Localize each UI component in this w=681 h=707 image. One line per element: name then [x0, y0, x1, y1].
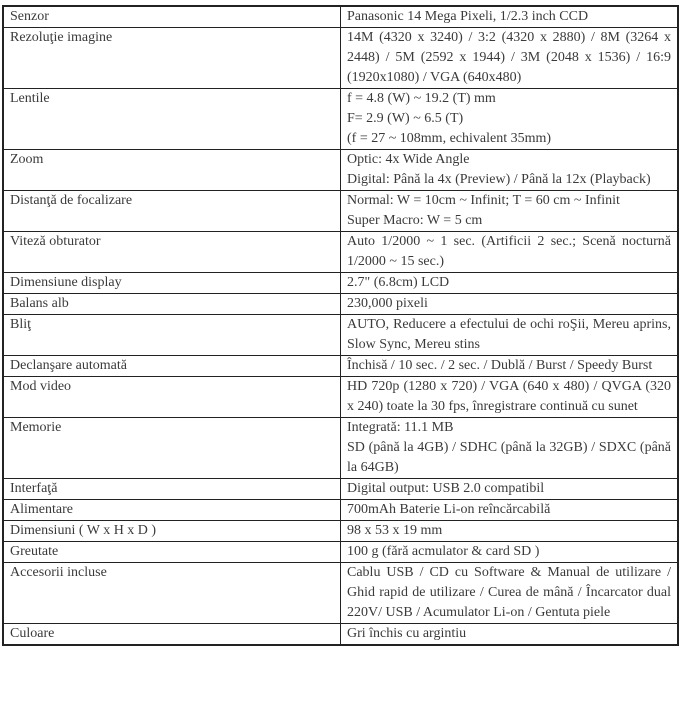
- table-row: [3, 28, 678, 89]
- spec-label: Rezoluţie imagine: [3, 28, 341, 89]
- table-row: [3, 89, 678, 150]
- table-row: [3, 521, 678, 542]
- spec-value: [341, 28, 679, 89]
- spec-value: [341, 6, 679, 28]
- spec-label: Bliţ: [3, 315, 341, 356]
- spec-value: [341, 563, 679, 624]
- spec-table-body: [3, 6, 678, 645]
- spec-value-line: (f = 27 ~ 108mm, echivalent 35mm): [347, 131, 552, 146]
- spec-label: Memorie: [3, 418, 341, 479]
- spec-value: [341, 294, 679, 315]
- table-row: [3, 479, 678, 500]
- table-row: [3, 150, 678, 191]
- spec-label: Distanţă de focalizare: [3, 191, 341, 232]
- spec-value: [341, 232, 679, 273]
- table-row: [3, 563, 678, 624]
- spec-value: [341, 273, 679, 294]
- spec-value-line: 2.7" (6.8cm) LCD: [347, 275, 450, 290]
- spec-value: [341, 624, 679, 646]
- spec-value-line: 98 x 53 x 19 mm: [347, 523, 443, 538]
- spec-label: Declanşare automată: [3, 356, 341, 377]
- table-row: [3, 542, 678, 563]
- spec-value-line: F= 2.9 (W) ~ 6.5 (T): [347, 111, 464, 126]
- spec-value: [341, 150, 679, 191]
- table-row: [3, 294, 678, 315]
- spec-label: Mod video: [3, 377, 341, 418]
- spec-value-line: Închisă / 10 sec. / 2 sec. / Dublă / Burst / Speedy Burst: [347, 358, 653, 373]
- spec-value-line: Super Macro: W = 5 cm: [347, 213, 483, 228]
- table-row: [3, 377, 678, 418]
- spec-value-line: HD 720p (1280 x 720) / VGA (640 x 480) / QVGA (320 x 240) toate la 30 fps, înregistrare continuă cu sunet: [347, 379, 671, 414]
- spec-value-line: Integrată: 11.1 MB: [347, 420, 454, 435]
- spec-value-line: 100 g (fără acmulator & card SD ): [347, 544, 540, 559]
- spec-label: Dimensiune display: [3, 273, 341, 294]
- spec-value-line: Panasonic 14 Mega Pixeli, 1/2.3 inch CCD: [347, 9, 589, 24]
- spec-label: Senzor: [3, 6, 341, 28]
- spec-label: Culoare: [3, 624, 341, 646]
- spec-value-line: Normal: W = 10cm ~ Infinit; T = 60 cm ~ Infinit: [347, 193, 620, 208]
- spec-label: Interfaţă: [3, 479, 341, 500]
- spec-value-line: SD (până la 4GB) / SDHC (până la 32GB) / SDXC (până la 64GB): [347, 440, 671, 475]
- spec-value: [341, 356, 679, 377]
- table-row: [3, 356, 678, 377]
- spec-value: [341, 315, 679, 356]
- table-row: [3, 232, 678, 273]
- spec-value: [341, 89, 679, 150]
- spec-value-line: Optic: 4x Wide Angle: [347, 152, 470, 167]
- spec-value-line: Digital: Până la 4x (Preview) / Până la 12x (Playback): [347, 172, 651, 187]
- spec-value-line: Cablu USB / CD cu Software & Manual de utilizare / Ghid rapid de utilizare / Curea de mână / Încarcator dual 220V/ USB / Acumulator Li-on / Gentuta piele: [347, 565, 671, 620]
- spec-value: [341, 191, 679, 232]
- spec-label: Viteză obturator: [3, 232, 341, 273]
- spec-table: [2, 5, 679, 646]
- spec-label: Dimensiuni ( W x H x D ): [3, 521, 341, 542]
- spec-label: Zoom: [3, 150, 341, 191]
- table-row: [3, 273, 678, 294]
- spec-value-line: 230,000 pixeli: [347, 296, 428, 311]
- spec-value: [341, 500, 679, 521]
- spec-value-line: 700mAh Baterie Li-on reîncărcabilă: [347, 502, 551, 517]
- table-row: [3, 418, 678, 479]
- spec-label: Lentile: [3, 89, 341, 150]
- table-row: [3, 624, 678, 646]
- spec-value-line: 14M (4320 x 3240) / 3:2 (4320 x 2880) / 8M (3264 x 2448) / 5M (2592 x 1944) / 3M (2048 x 1536) / 16:9 (1920x1080) / VGA (640x480): [347, 30, 671, 85]
- spec-value-line: AUTO, Reducere a efectului de ochi roŞii, Mereu aprins, Slow Sync, Mereu stins: [347, 317, 671, 352]
- spec-value: [341, 521, 679, 542]
- spec-value-line: Digital output: USB 2.0 compatibil: [347, 481, 545, 496]
- spec-value: [341, 418, 679, 479]
- spec-value-line: Gri închis cu argintiu: [347, 626, 467, 641]
- spec-value: [341, 479, 679, 500]
- spec-value-line: Auto 1/2000 ~ 1 sec. (Artificii 2 sec.; Scenă nocturnă 1/2000 ~ 15 sec.): [347, 234, 671, 269]
- spec-label: Accesorii incluse: [3, 563, 341, 624]
- table-row: [3, 6, 678, 28]
- spec-value: [341, 542, 679, 563]
- table-row: [3, 500, 678, 521]
- spec-label: Balans alb: [3, 294, 341, 315]
- spec-value: [341, 377, 679, 418]
- spec-label: Alimentare: [3, 500, 341, 521]
- spec-value-line: f = 4.8 (W) ~ 19.2 (T) mm: [347, 91, 496, 106]
- table-row: [3, 315, 678, 356]
- spec-label: Greutate: [3, 542, 341, 563]
- table-row: [3, 191, 678, 232]
